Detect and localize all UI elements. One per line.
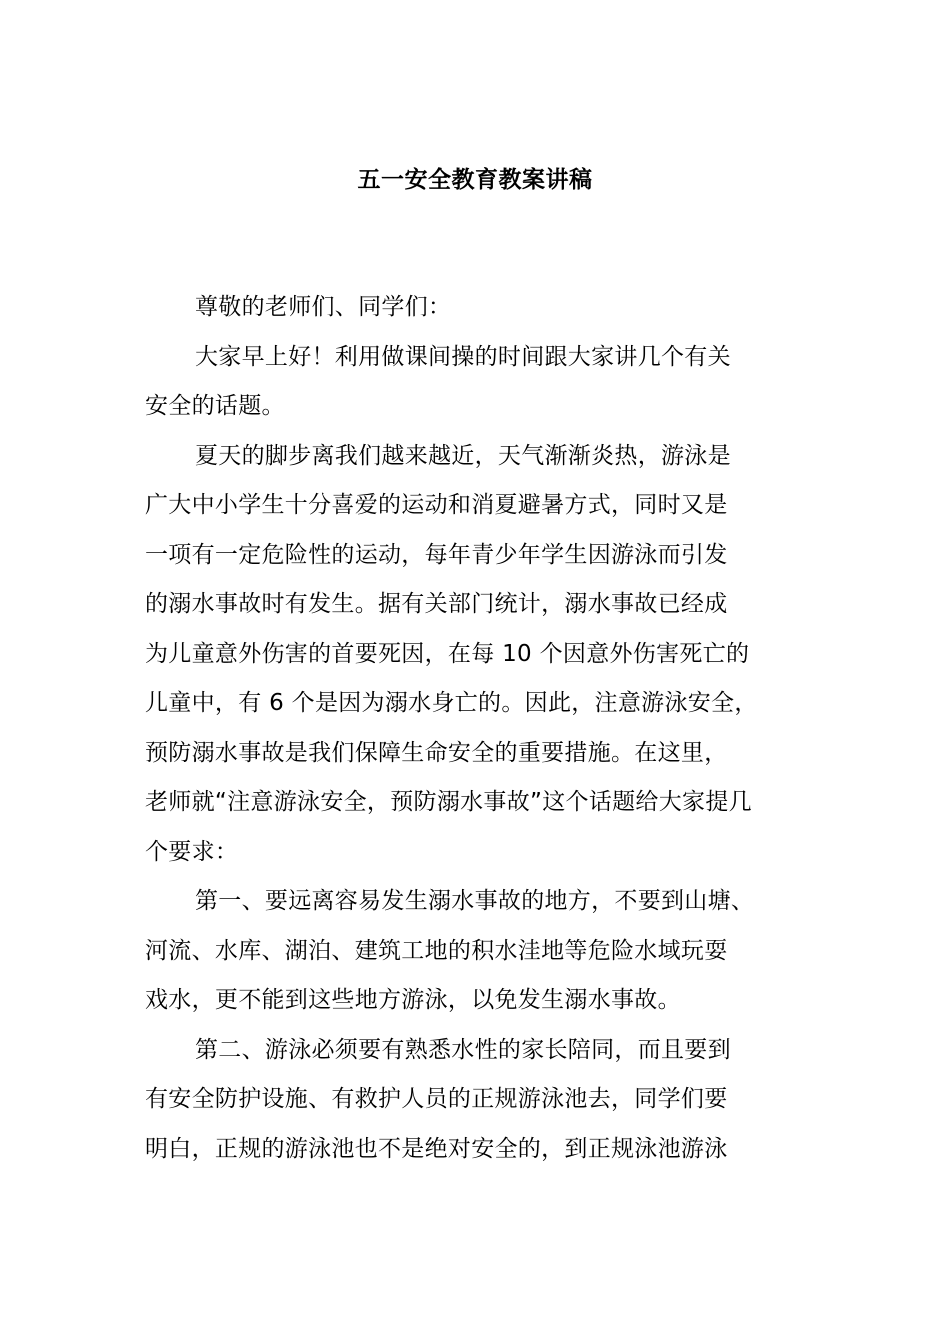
text-line: 戏水，更不能到这些地方游泳，以免发生溺水事故。	[145, 987, 681, 1013]
document-title: 五一安全教育教案讲稿	[357, 167, 593, 193]
paragraph-summer-swimming	[145, 432, 835, 878]
text-line: 一项有一定危险性的运动，每年青少年学生因游泳而引发	[145, 541, 728, 568]
text-line: 个要求：	[145, 838, 239, 865]
text-line: 儿童中，有 6 个是因为溺水身亡的。因此，注意游泳安全，	[145, 690, 758, 716]
text-line: 预防溺水事故是我们保障生命安全的重要措施。在这里，	[145, 739, 728, 766]
paragraph-rule-two	[145, 1026, 835, 1175]
text-line: 广大中小学生十分喜爱的运动和消夏避暑方式，同时又是	[145, 492, 728, 518]
text-line: 为儿童意外伤害的首要死因，在每 10 个因意外伤害死亡的	[145, 640, 750, 667]
text-line: 大家早上好！利用做课间操的时间跟大家讲几个有关	[195, 343, 731, 370]
document-body	[145, 283, 835, 1174]
paragraph-rule-one	[145, 877, 835, 1026]
text-line: 老师就“注意游泳安全，预防溺水事故”这个话题给大家提几	[145, 789, 752, 815]
text-line: 明白，正规的游泳池也不是绝对安全的，到正规泳池游泳	[145, 1135, 728, 1162]
text-line: 夏天的脚步离我们越来越近，天气渐渐炎热，游泳是	[195, 442, 731, 469]
paragraph-opening	[145, 333, 835, 432]
text-line: 有安全防护设施、有救护人员的正规游泳池去，同学们要	[145, 1086, 728, 1112]
text-line: 的溺水事故时有发生。据有关部门统计，溺水事故已经成	[145, 591, 728, 617]
text-line: 第二、游泳必须要有熟悉水性的家长陪同，而且要到	[195, 1036, 731, 1063]
text-line: 第一、要远离容易发生溺水事故的地方，不要到山塘、	[195, 888, 755, 914]
paragraph-greeting	[145, 283, 835, 333]
text-line: 安全的话题。	[145, 393, 285, 419]
text-line: 河流、水库、湖泊、建筑工地的积水洼地等危险水域玩耍	[145, 937, 728, 964]
text-line: 尊敬的老师们、同学们：	[195, 294, 452, 320]
